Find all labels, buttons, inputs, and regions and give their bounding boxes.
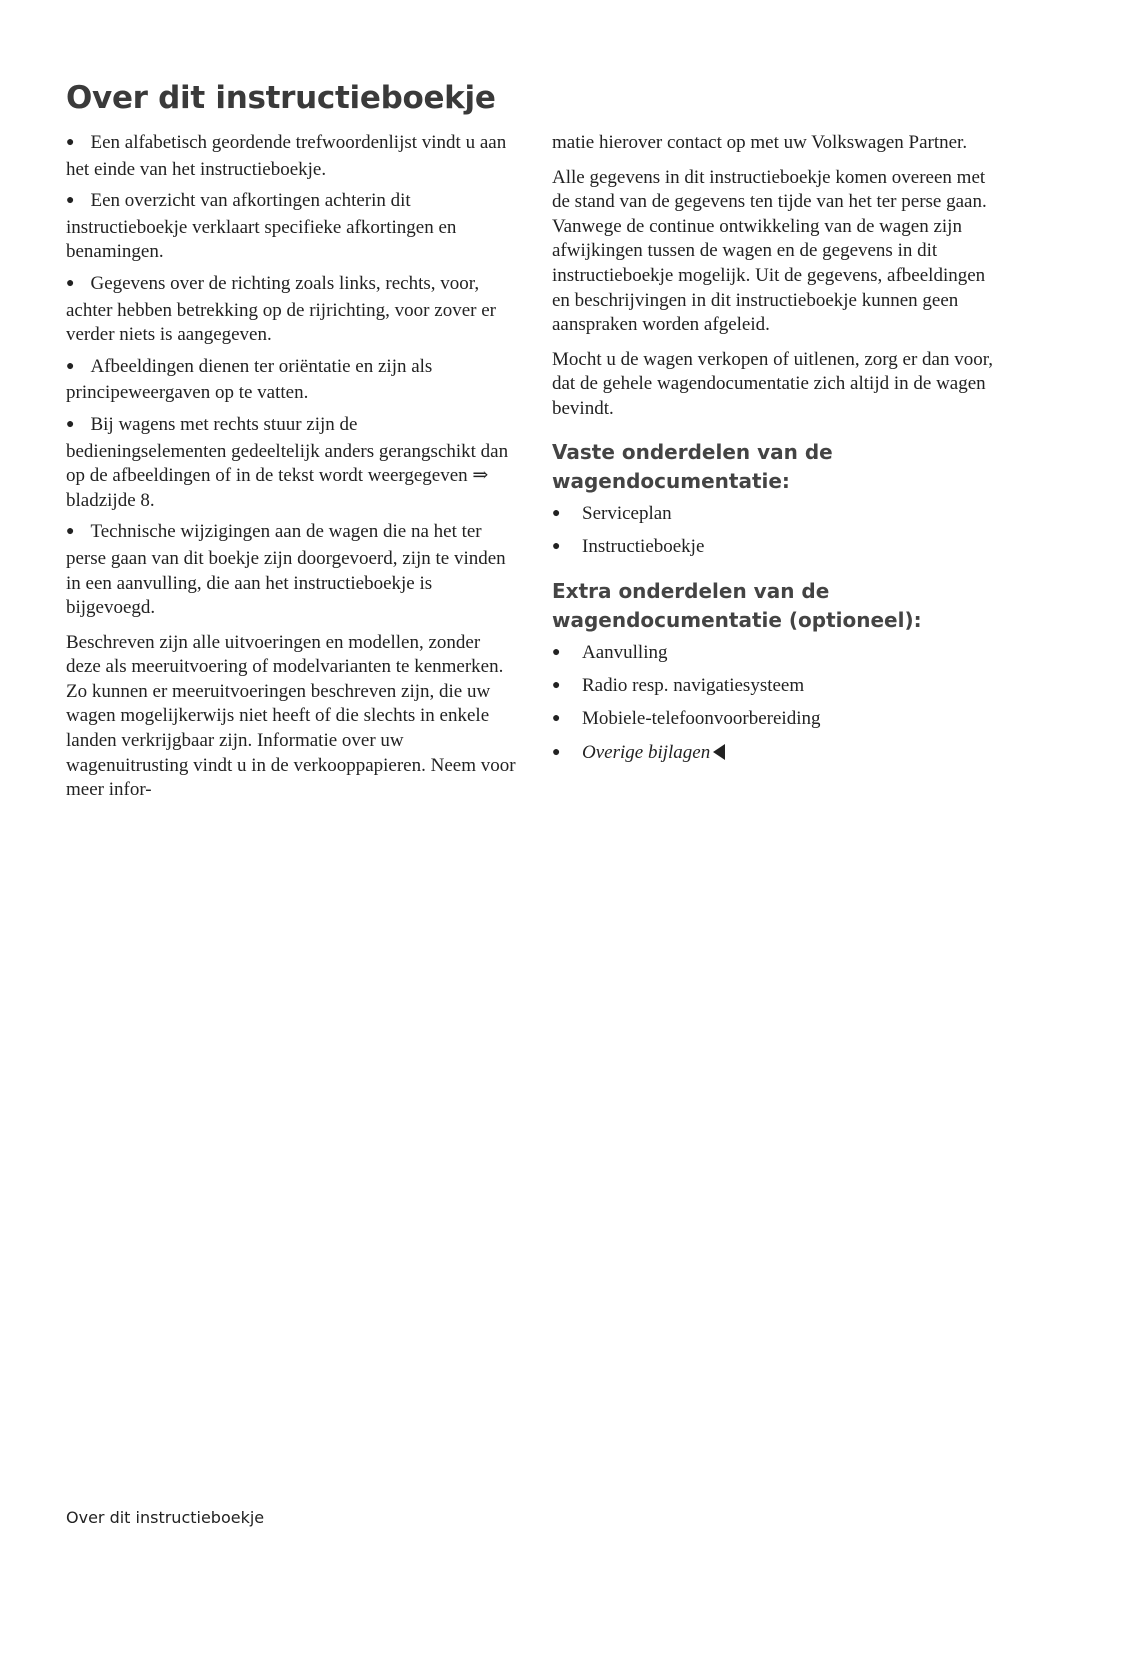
list-item [552,502,1002,529]
bullet-icon: ● [552,744,561,760]
list-item [552,741,1002,768]
end-of-section-triangle-icon [713,744,725,760]
bullet-icon: ● [552,678,561,694]
list-item-label: Mobiele-telefoonvoorbereiding [582,708,821,730]
bullet-index: ● Een alfabetisch geordende trefwoordenlijst vindt u aan het einde van het instructieboekje. [66,131,518,182]
bullet-icon: ● [552,711,561,727]
list-item [552,641,1002,668]
bullet-icon: ● [552,538,561,554]
bullet-directions: ● Gegevens over de richting zoals links, rechts, voor, achter hebben betrekking op de rijrichting, voor zover er verder niets is aangegeven. [66,272,518,348]
list-item [552,535,1002,562]
right-column [552,131,1002,774]
list-item-label: Instructieboekje [582,535,705,557]
paragraph-data-validity: Alle gegevens in dit instructieboekje komen overeen met de stand van de gegevens ten tijde van het ter perse gaan. Vanwege de continue ontwikkeling van de wagen zijn afwijkingen tussen de wagen en de gegevens in dit instructieboekje mogelijk. Uit de gegevens, afbeeldingen en beschrijvingen in dit instructieboekje kunnen geen aanspraken worden afgeleid. [552,166,987,336]
bullet-abbreviations: ● Een overzicht van afkortingen achterin dit instructieboekje verklaart specifieke afkortingen en benamingen. [66,189,518,265]
paragraph-models: Beschreven zijn alle uitvoeringen en modellen, zonder deze als meeruitvoering of modelvarianten te kenmerken. Zo kunnen er meeruitvoeringen beschreven zijn, die uw wagen mogelijkerwijs niet heeft of die slechts in enkele landen verkrijgbaar zijn. Informatie over uw wagenuitrusting vindt u in de verkooppapieren. Neem voor meer infor- [66,631,516,801]
list-item-label: Serviceplan [582,502,672,524]
list-item-label: Radio resp. navigatiesysteem [582,675,805,697]
paragraph-contact: matie hierover contact op met uw Volkswagen Partner. [552,132,968,153]
extra-parts-list [552,641,1002,767]
bullet-technical-changes: ● Technische wijzigingen aan de wagen die na het ter perse gaan van dit boekje zijn doorgevoerd, zijn te vinden in een aanvulling, die aan het instructieboekje is bijgevoegd. [66,520,518,620]
fixed-parts-list [552,502,1002,562]
heading-extra-parts: Extra onderdelen van de wagendocumentatie (optioneel): [552,579,922,633]
list-item-label: Overige bijlagen [582,741,711,763]
list-item [552,674,1002,701]
bullet-right-hand-drive: ● Bij wagens met rechts stuur zijn de bedieningselementen gedeeltelijk anders gerangschikt dan op de afbeeldingen of in de tekst wordt weergegeven ⇒ bladzijde 8. [66,413,518,513]
list-item [552,707,1002,734]
bullet-illustrations: ● Afbeeldingen dienen ter oriëntatie en zijn als principeweergaven op te vatten. [66,355,518,406]
list-item-label: Aanvulling [582,642,668,664]
bullet-icon: ● [552,645,561,661]
page-footer: Over dit instructieboekje [66,1508,265,1527]
heading-fixed-parts: Vaste onderdelen van de wagendocumentatie: [552,439,833,493]
left-column [66,131,518,810]
page-title: Over dit instructieboekje [66,80,496,116]
paragraph-documentation: Mocht u de wagen verkopen of uitlenen, zorg er dan voor, dat de gehele wagendocumentatie zich altijd in de wagen bevindt. [552,348,994,419]
bullet-icon: ● [552,505,561,521]
